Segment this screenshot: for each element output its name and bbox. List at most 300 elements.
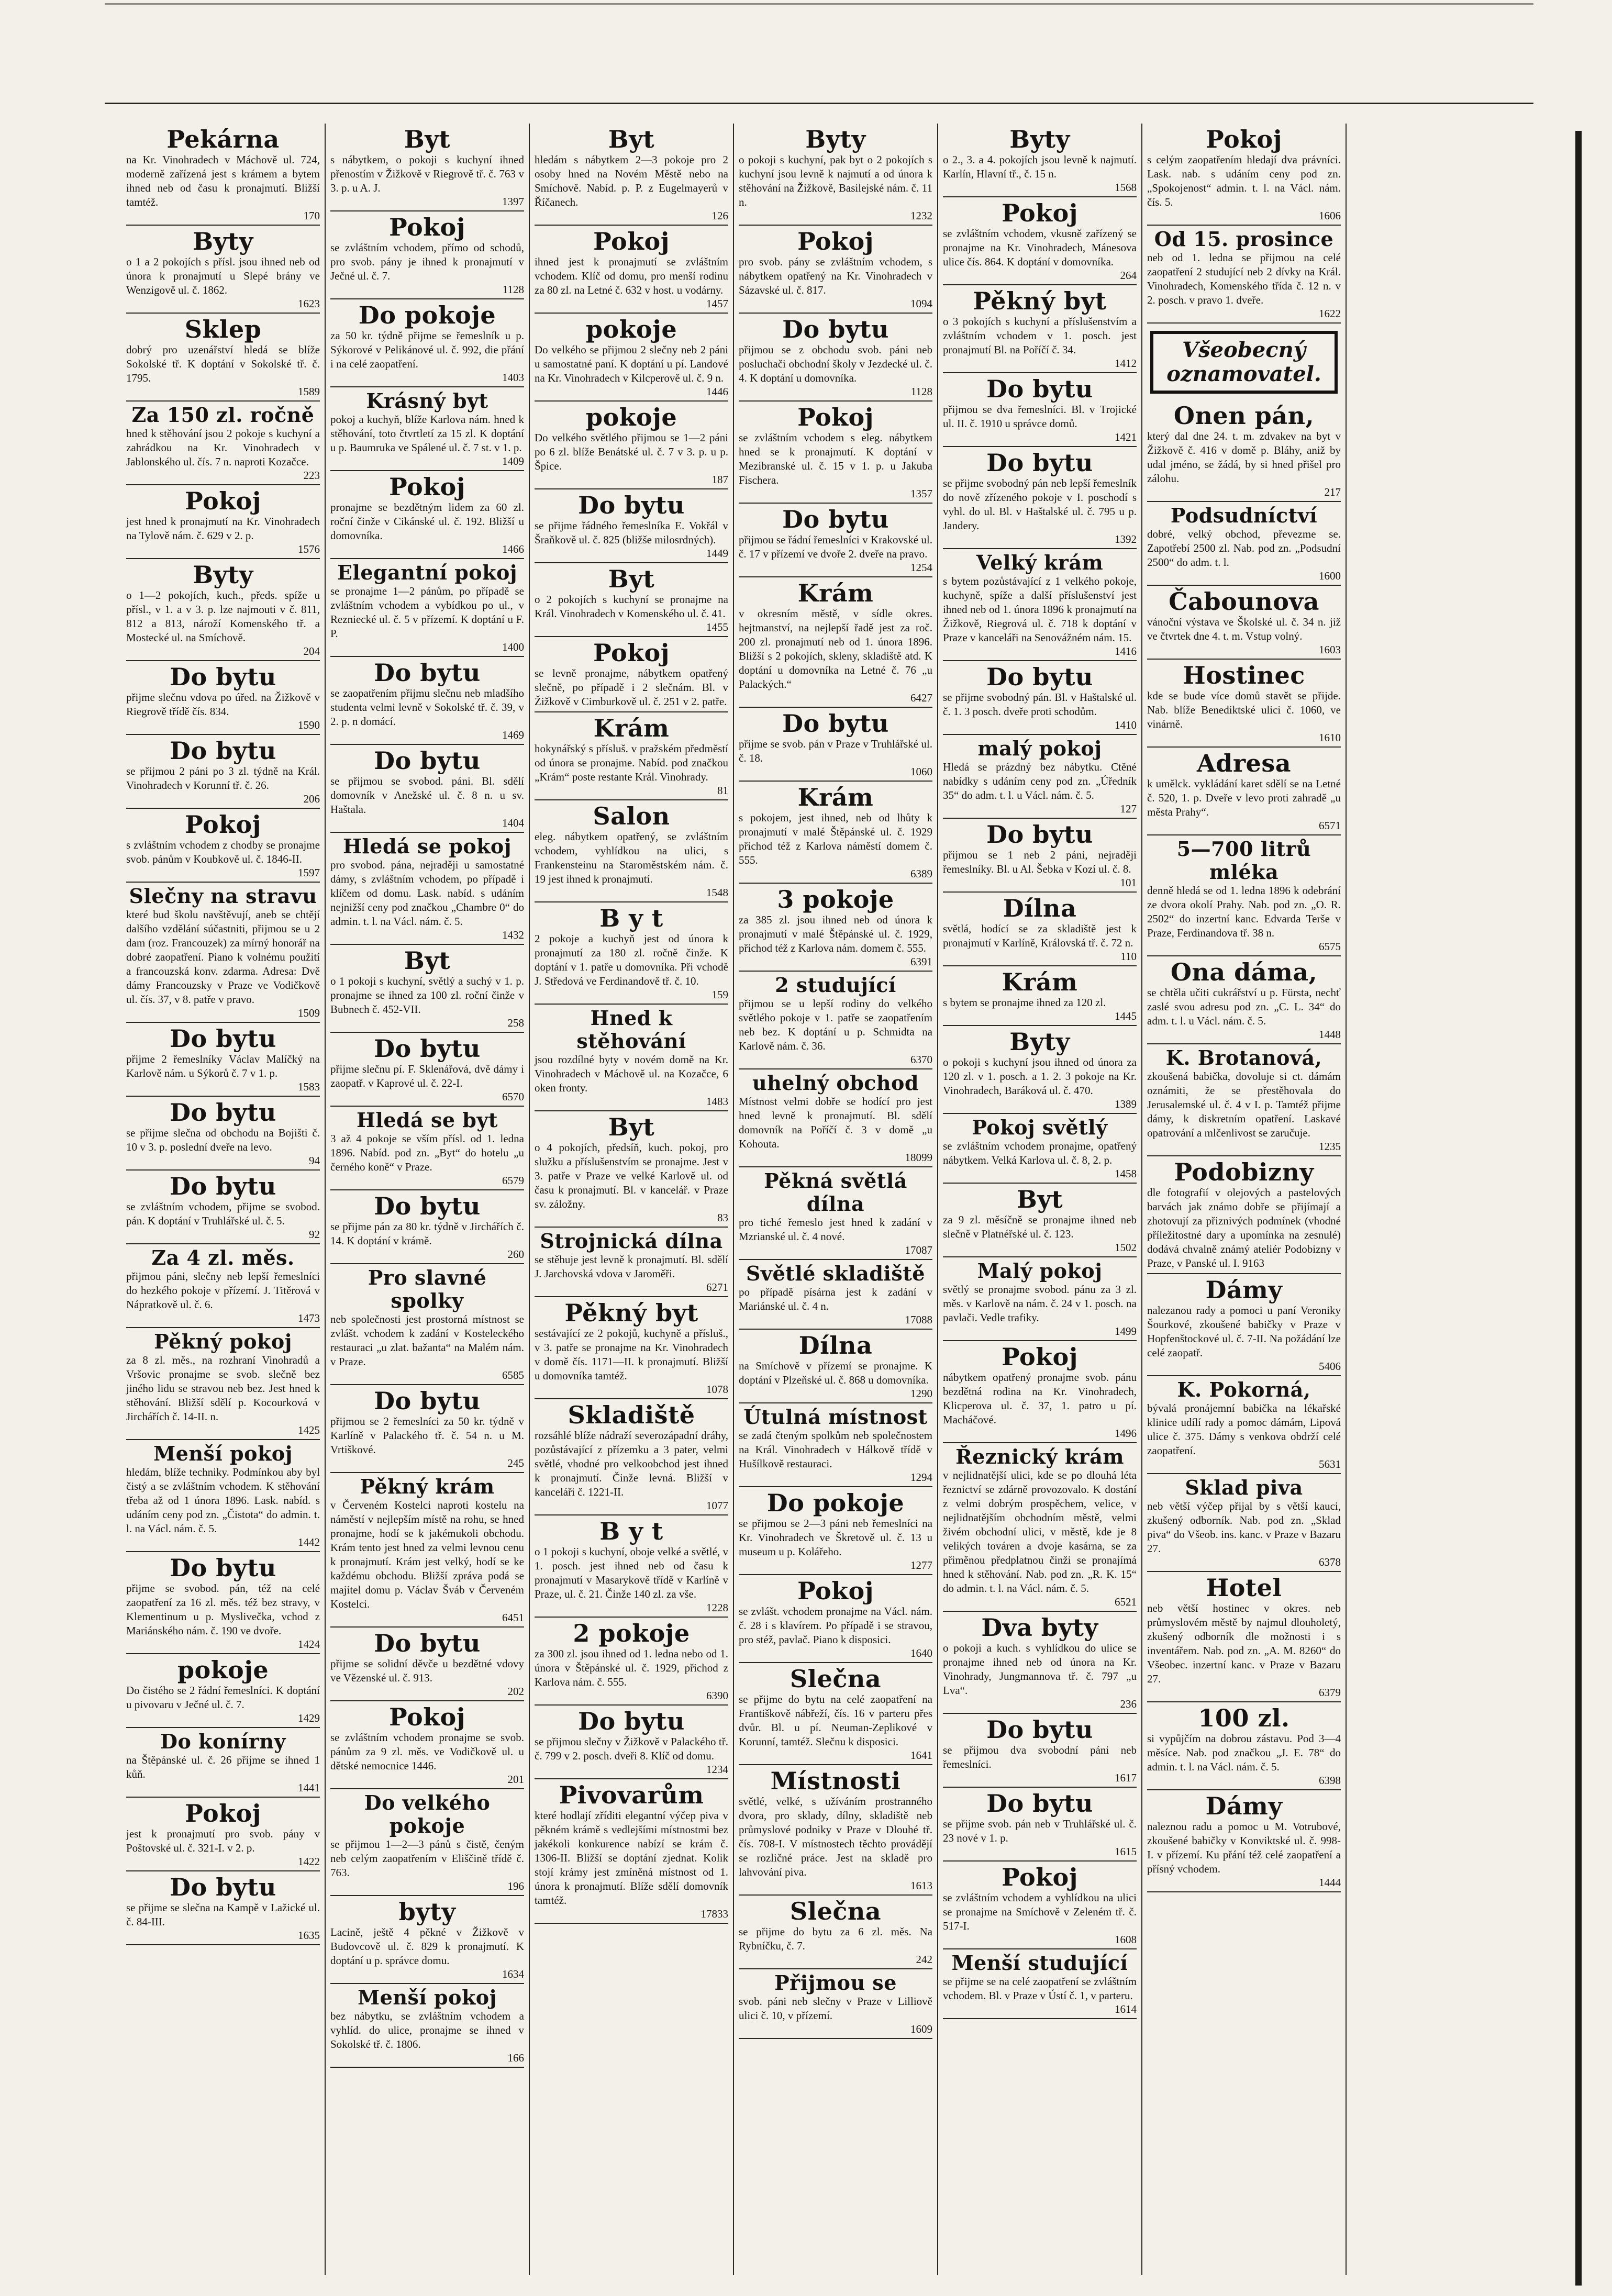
- ad-body: eleg. nábytkem opatřený, se zvláštním vchodem, vyhlídkou na ulici, s Frankensteinu na Staroměstském nám. č. 19 jest ihned k pronajmutí.: [535, 830, 728, 885]
- ad-title: Dílna: [1003, 894, 1077, 922]
- ad-body: přijmou páni, slečny neb lepší řemeslníci do hezkého pokoje v přízemí. J. Titěrová v Nápratkově ul. č. 6.: [126, 1270, 320, 1311]
- ad-title: Do bytu: [986, 1715, 1093, 1744]
- classified-ad: [126, 1798, 320, 1871]
- classified-ad: [943, 819, 1137, 893]
- ad-body: bývalá pronájemní babička na lékařské klinice udílí rady a pomoc dámám, Lipová ulice č. 375. Dámy s venkova obdrží celé zaopatření.: [1147, 1402, 1341, 1457]
- ad-title: Dámy: [1205, 1276, 1283, 1304]
- ad-title: Velký krám: [976, 551, 1104, 574]
- ad-body: hokynářský s přísluš. v pražském předměstí od února se pronajme. Nabíd. pod značkou „Krám“ poste restante Král. Vinohrady.: [535, 742, 728, 783]
- classified-ad: [739, 1330, 932, 1403]
- ad-title: Pokoj: [797, 227, 874, 255]
- ad-number: 1389: [1115, 1098, 1137, 1110]
- ad-title: Pivovarům: [559, 1781, 704, 1809]
- classified-ad: [126, 1654, 320, 1728]
- ad-number: 1294: [910, 1471, 932, 1484]
- ad-title: Do pokoje: [766, 1489, 905, 1517]
- ad-body: světlé, velké, s užíváním prostranného dvora, pro sklady, dílny, skladiště neb průmyslové podniky v Praze v Dlouhé tř. čís. 708-I. V místnostech těchto provádějí se rozličné práce. Jest na skladě pro lahvování piva.: [739, 1795, 932, 1878]
- classified-ad: [535, 800, 728, 902]
- ad-body: se přijmou dva svobodní páni neb řemeslníci.: [943, 1744, 1137, 1770]
- ad-number: 1445: [1115, 1010, 1137, 1022]
- ad-title: Pro slavné spolky: [368, 1266, 487, 1312]
- classified-ad: [943, 124, 1137, 197]
- ad-number: 5406: [1319, 1360, 1341, 1373]
- classified-ad: [535, 1706, 728, 1779]
- ad-body: neb větší hostinec v okres. neb průmyslovém městě by najmul dlouholetý, zkušený odborník dle možnosti i s inventářem. Nab. pod zn. „A. M. 8260“ do Všeobec. inzertní kanc. v Praze v Bazaru 27.: [1147, 1602, 1341, 1685]
- ad-number: 1640: [910, 1647, 932, 1659]
- header-rule: [105, 103, 1533, 104]
- ad-title: 5—700 litrů mléka: [1176, 837, 1311, 884]
- ad-number: 1483: [706, 1095, 728, 1108]
- classified-ad: [943, 197, 1137, 285]
- ad-body: přijmou se 1 neb 2 páni, nejraději řemeslníky. Bl. u Al. Šebka v Kozí ul. č. 8.: [943, 849, 1137, 875]
- ad-title: B y t: [599, 1517, 663, 1545]
- classified-ad: [739, 1969, 932, 2039]
- classified-ad: [330, 1896, 524, 1984]
- ad-body: které bud školu navštěvují, aneb se chtějí dalšího vzdělání súčastniti, přijmou se u 2 dam (roz. Francouzek) za mírný honorář na dobré zaopatření. Piano k volnému použití a francouzská konv. zdarma. Adresa: Dvě dámy Francouzsky v Praze ve Vodičkově ul. čís. 37, v 8. patře v pravo.: [126, 908, 320, 1006]
- classified-ad: [126, 809, 320, 883]
- ad-title: Za 4 zl. měs.: [151, 1246, 295, 1269]
- classified-ad: [1147, 124, 1341, 226]
- ad-body: s celým zaopatřením hledají dva právníci. Lask. nab. s udáním ceny pod zn. „Spokojenost“ admin. t. l. na Václ. nám. čís. 5.: [1147, 153, 1341, 208]
- ad-number: 1446: [706, 385, 728, 398]
- ad-title: pokoje: [585, 403, 677, 431]
- ad-body: dle fotografií v olejových a pastelových barvách jak známo dobře se přijímají a zhotovují za přiznivých podmínek (vhodné příležitostné dary a upomínka na zesnulé) dodává chvalně známý ateliér Podobizny v Praze, v Panské ul. I. 9163: [1147, 1186, 1341, 1269]
- ad-body: se přijmou 2 páni po 3 zl. týdně na Král. Vinohradech v Korunní tř. č. 26.: [126, 765, 320, 792]
- ad-body: bez nábytku, se zvláštním vchodem a vyhlíd. do ulice, pronajme se ihned v Sokolské tř. č. 1806.: [330, 2010, 524, 2050]
- ad-title: Do bytu: [986, 1789, 1093, 1818]
- ad-number: 6390: [706, 1689, 728, 1702]
- ad-body: Do velkého světlého přijmou se 1—2 páni po 6 zl. blíže Benátské ul. č. 7 v 3. p. u p. Špice.: [535, 431, 728, 472]
- classified-ad: [1147, 835, 1341, 956]
- ad-body: vánoční výstava ve Školské ul. č. 34 n. již ve čtvrtek dne 4. t. m. Vstup volný.: [1147, 616, 1341, 642]
- ad-number: 1455: [706, 621, 728, 633]
- ad-number: 6391: [910, 955, 932, 968]
- classified-ad: [943, 1257, 1137, 1341]
- classified-ad: [126, 1244, 320, 1328]
- column-4: [734, 124, 938, 2275]
- ad-body: za 50 kr. týdně přijme se řemeslník u p. Sýkorové v Pelikánové ul. č. 992, die přání i na celé zaopatření.: [330, 329, 524, 370]
- classified-ad: [739, 708, 932, 782]
- ad-title: Pěkný byt: [564, 1299, 698, 1327]
- classified-ad: [943, 1612, 1137, 1714]
- ad-number: 1457: [706, 297, 728, 310]
- ad-body: s bytem se pronajme ihned za 120 zl.: [943, 996, 1106, 1009]
- ad-title: Slečna: [790, 1897, 882, 1925]
- classified-ad: [535, 489, 728, 563]
- ad-number: 5631: [1319, 1458, 1341, 1470]
- ad-number: 1060: [910, 765, 932, 778]
- ad-body: se zadá čteným spolkům neb společnostem na Král. Vinohradech v Hálkově třídě v Hušílkově restauraci.: [739, 1429, 932, 1470]
- classified-ad: [739, 1575, 932, 1663]
- ad-number: 260: [507, 1248, 524, 1261]
- ad-body: o 1 pokoji s kuchyní, světlý a suchý v 1. p. pronajme se ihned za 100 zl. roční činže v Bubnech č. 452-VII.: [330, 975, 524, 1016]
- ad-body: dobrý pro uzenářství hledá se blíže Sokolské tř. K doptání v Sokolské tř. č. 1795.: [126, 343, 320, 384]
- ad-number: 1576: [298, 543, 320, 555]
- classified-ad: [1147, 226, 1341, 324]
- ad-body: se zvláštním vchodem, přímo od schodů, pro svob. pány je ihned k pronajmutí v Ječné ul. č. 7.: [330, 241, 524, 282]
- ad-body: zkoušená babička, dovoluje si ct. dámám oznámiti, že se přestěhovala do Jerusalemské ul. č. 4 v I. p. Tamtéž přijme dámy, k diskretním opatření. Laskavé opatrování a mlčenlivost se zaručuje.: [1147, 1070, 1341, 1139]
- column-6: [1142, 124, 1347, 2275]
- classified-ad: [943, 735, 1137, 819]
- ad-title: Do bytu: [170, 737, 276, 765]
- ad-title: Hned k stěhování: [576, 1006, 686, 1053]
- ad-body: se zvláštním vchodem pronajme, opatřený nábytkem. Velká Karlova ul. č. 8, 2. p.: [943, 1140, 1137, 1166]
- ad-body: o 1 a 2 pokojích s přísl. jsou ihned neb od února k pronajmutí u Slepé brány ve Wenzigově ul. č. 1862.: [126, 255, 320, 296]
- ad-number: 1603: [1319, 643, 1341, 656]
- ad-title: malý pokoj: [977, 737, 1102, 760]
- ad-title: Hotel: [1206, 1574, 1282, 1602]
- classified-ad: [535, 902, 728, 1005]
- ad-number: 201: [507, 1773, 524, 1786]
- ad-number: 1404: [502, 817, 524, 829]
- classified-ad: [330, 657, 524, 745]
- ad-title: Strojnická dílna: [540, 1229, 723, 1253]
- classified-ad: [1147, 1572, 1341, 1702]
- ad-body: Do čistého se 2 řádní řemeslníci. K doptání u pivovaru v Ječné ul. č. 7.: [126, 1684, 320, 1711]
- ad-number: 1444: [1319, 1876, 1341, 1889]
- ad-title: Do bytu: [782, 505, 889, 533]
- ad-body: o 1 pokoji s kuchyní, oboje velké a světlé, v 1. posch. jest ihned neb od času k pronajmutí v Masarykově třídě v Karlíně v Praze, ul. č. 21. Činže 140 zl. za vše.: [535, 1545, 728, 1600]
- ad-body: se přijme svobodný pán neb lepší řemeslník do nově zřízeného pokoje v I. poschodí s vyhl. do ul. Bl. v Haštalské ul. č. 795 u p. Jandery.: [943, 477, 1137, 532]
- ad-number: 6370: [910, 1053, 932, 1066]
- ad-title: Pokoj: [185, 810, 261, 839]
- ad-title: Menší studující: [951, 1951, 1128, 1975]
- ad-body: se stěhuje jest levně k pronajmutí. Bl. sdělí J. Jarchovská vdova v Jaroměři.: [535, 1253, 728, 1280]
- ad-body: o pokoji s kuchyní, pak byt o 2 pokojích s kuchyní jsou levně k najmutí a od února k stěhování na Žižkově, Basilejské nám. č. 11 n.: [739, 153, 932, 208]
- ad-body: neb od 1. ledna se přijmou na celé zaopatření 2 studující neb 2 dívky na Král. Vinohradech, Komenského třída č. 12 n. v 2. posch. v pravo 1. dveře.: [1147, 251, 1341, 306]
- ad-number: 1235: [1319, 1140, 1341, 1153]
- ad-number: 1635: [298, 1929, 320, 1942]
- ad-body: ihned jest k pronajmutí se zvláštním vchodem. Klíč od domu, pro menší rodinu za 80 zl. na Letné č. 632 v host. u vodárny.: [535, 255, 728, 296]
- ad-title: Místnosti: [770, 1767, 901, 1795]
- ad-body: se zvláštním vchodem, vkusně zařízený se pronajme na Kr. Vinohradech, Mánesova ulice čís. 864. K doptání v domovníka.: [943, 227, 1137, 268]
- ad-number: 6451: [502, 1611, 524, 1624]
- classified-ad: [739, 314, 932, 402]
- ad-title: Byt: [1016, 1185, 1063, 1213]
- ad-title: Od 15. prosince: [1154, 227, 1334, 251]
- ad-body: rozsáhlé blíže nádraží severozápadní dráhy, pozůstávající z přízemku a 3 pater, velmi světlé, vhodné pro velkoobchod jest ihned k pronajmutí. Činže levná. Bližší v kanceláři č. 1221-II.: [535, 1429, 728, 1498]
- ad-body: Místnost velmi dobře se hodící pro jest hned levně k pronajmutí. Bl. sdělí domovník na Poříčí č. 3 v domě „u Kohouta.: [739, 1095, 932, 1150]
- ad-body: přijme 2 řemeslníky Václav Malíčký na Karlově nám. u Sýkorů č. 7 v 1. p.: [126, 1053, 320, 1079]
- ad-body: se přijme slečna od obchodu na Bojišti č. 10 v 3. p. poslední dveře na levo.: [126, 1127, 320, 1153]
- classified-ad: [330, 1033, 524, 1107]
- ad-number: 264: [1120, 269, 1137, 282]
- classified-ad: [1147, 1702, 1341, 1790]
- ad-body: neb větší výčep přijal by s větší kauci, zkušený odborník. Nab. pod zn. „Sklad piva“ do Všeob. ins. kanc. v Praze v Bazaru 27.: [1147, 1500, 1341, 1555]
- classified-ad: [330, 945, 524, 1033]
- ad-body: pro tiché řemeslo jest hned k zadání v Mzrianské ul. č. 4 nové.: [739, 1216, 932, 1243]
- classified-ad: [330, 1984, 524, 2068]
- ad-number: 1509: [298, 1007, 320, 1019]
- ad-body: se přijmou se 2—3 páni neb řemeslníci na Kr. Vinohradech ve Škretově ul. č. 13 u museum u p. Kolářeho.: [739, 1517, 932, 1558]
- ad-body: přijmou se z obchodu svob. páni neb posluchači obchodní školy v Jezdecké ul. č. 4. K doptání u domovníka.: [739, 343, 932, 384]
- classified-ad: [739, 1765, 932, 1896]
- classified-ad: [1147, 1156, 1341, 1274]
- ad-title: Pěkný byt: [973, 287, 1107, 315]
- classified-ad: [126, 1023, 320, 1097]
- ad-body: Lacině, ještě 4 pěkné v Žižkově v Budovcově ul. č. 829 k pronajmutí. K doptání u p. správce domu.: [330, 1926, 524, 1967]
- ad-title: Útulná místnost: [743, 1405, 928, 1429]
- ad-number: 1496: [1115, 1427, 1137, 1440]
- ad-title: Čabounova: [1169, 587, 1319, 616]
- ad-number: 6378: [1319, 1556, 1341, 1568]
- ad-number: 1410: [1115, 719, 1137, 731]
- ad-body: se levně pronajme, nábytkem opatřený slečně, po případě i 2 slečnám. Bl. v Žižkově v Cimburkově ul. č. 251 v 2. patře.: [535, 667, 728, 708]
- ad-title: Krám: [593, 714, 670, 742]
- ad-body: na Smíchově v přízemí se pronajme. K doptání v Plzeňské ul. č. 868 u domovníka.: [739, 1359, 932, 1386]
- ad-body: pokoj a kuchyň, blíže Karlova nám. hned k stěhování, toto čtvrtletí za 15 zl. K doptání u p. Baumruka ve Spálené ul. č. 7 st. v 1. p.: [330, 413, 524, 454]
- ad-number: 1502: [1115, 1241, 1137, 1254]
- ad-number: 202: [507, 1685, 524, 1698]
- ad-title: Dílna: [798, 1331, 873, 1359]
- ad-title: Krám: [797, 783, 874, 811]
- ad-number: 6379: [1319, 1686, 1341, 1699]
- ad-number: 1613: [910, 1879, 932, 1892]
- classified-ad: [739, 884, 932, 972]
- classified-ad: [126, 661, 320, 735]
- ad-number: 1568: [1115, 181, 1137, 194]
- ad-number: 1425: [298, 1424, 320, 1436]
- ad-title: Slečna: [790, 1665, 882, 1693]
- ad-body: v okresním městě, v sídle okres. hejtmanství, na nejlepší řadě jest za roč. 200 zl. pronajmutí neb od 1. února 1896. Bližší s 2 pokojích, skleny, skladiště atd. K doptání u domovníka na Letné č. 76 „u Palackých.“: [739, 607, 932, 690]
- classified-ad: [943, 1788, 1137, 1862]
- ad-body: se přijme do bytu na celé zaopatření na Františkově nábřeží, čís. 16 v parteru přes dvůr. Bl. u pí. Neuman-Zeplikové v Korunní, tamtéž. Slečnu k disposici.: [739, 1693, 932, 1748]
- ad-number: 1277: [910, 1559, 932, 1571]
- classified-ad: [330, 299, 524, 387]
- classified-ad: [126, 1871, 320, 1945]
- ad-number: 217: [1324, 486, 1341, 498]
- ad-body: o 2., 3. a 4. pokojích jsou levně k najmutí. Karlín, Hlavní tř., č. 15 n.: [943, 153, 1137, 180]
- classified-ad: [1147, 1044, 1341, 1156]
- ad-title: Pokoj: [797, 1577, 874, 1605]
- ad-title: Pokoj: [389, 473, 465, 501]
- ad-number: 1442: [298, 1536, 320, 1548]
- ad-number: 1589: [298, 385, 320, 398]
- ad-number: 1412: [1115, 357, 1137, 370]
- ad-number: 6389: [910, 867, 932, 880]
- ad-title: Byt: [608, 125, 655, 153]
- ad-body: přijme se svobod. pán, též na celé zaopatření za 16 zl. měs. též bez stravy, v Klementinum u p. Myslivečka, vchod z Mariánského nám. č. 190 ve dvoře.: [126, 1582, 320, 1637]
- ad-title: uhelný obchod: [752, 1071, 919, 1095]
- classified-ad: [1147, 660, 1341, 748]
- ad-title: Pokoj: [185, 487, 261, 515]
- ad-body: přijmou se u lepší rodiny do velkého světlého pokoje v 1. patře se zaopatřením neb bez. K doptání u p. Schmidta na Karlově nám. č. 36.: [739, 997, 932, 1052]
- classified-ad: [943, 1443, 1137, 1612]
- ad-body: o 1—2 pokojích, kuch., předs. spíže u přísl., v 1. a v 3. p. lze najmouti v č. 811, 812 a 813, nároží Komenského tř. a Mostecké ul. na Smíchově.: [126, 589, 320, 644]
- ad-number: 1617: [1115, 1771, 1137, 1784]
- ad-title: Do bytu: [170, 1873, 276, 1901]
- ad-body: se přijme svob. pán neb v Truhlářské ul. č. 23 nové v 1. p.: [943, 1818, 1137, 1844]
- ad-number: 1416: [1115, 645, 1137, 657]
- classified-ad: [535, 712, 728, 800]
- ad-body: se přijme řádného řemeslníka E. Vokřál v Šraňkově ul. č. 825 (bližše milosrdných).: [535, 519, 728, 546]
- ad-title: Do bytu: [578, 1707, 685, 1735]
- ad-body: se zvláštním vchodem, přijme se svobod. pán. K doptání v Truhlářské ul. č. 5.: [126, 1200, 320, 1227]
- ad-number: 1290: [910, 1387, 932, 1400]
- ad-body: o pokoji a kuch. s vyhlídkou do ulice se pronajme ihned neb od února na Kr. Vinohrady, Jungmannova tř. č. 797 „u Lva“.: [943, 1642, 1137, 1697]
- classified-ad: [739, 1260, 932, 1330]
- classified-ad: [943, 1341, 1137, 1443]
- ad-body: kde se bude více domů stavět se přijde. Nab. blíže Benediktské ulici č. 1060, ve vinárně.: [1147, 689, 1341, 730]
- classified-ad: [943, 1949, 1137, 2019]
- ad-title: Hledá se pokoj: [342, 834, 512, 858]
- ad-body: jest k pronajmutí pro svob. pány v Poštovské ul. č. 321-I. v 2. p.: [126, 1827, 320, 1854]
- ad-title: Krám: [797, 579, 874, 607]
- ad-body: nalezanou rady a pomoci u paní Veroniky Šourkové, zkoušené babičky v Praze v Hopfenštockové ul. č. 7-II. Na požádání lze celé zaopatř.: [1147, 1304, 1341, 1359]
- ad-body: s nábytkem, o pokoji s kuchyní ihned přenostím v Žižkově v Riegrově tř. č. 763 v 3. p. u A. J.: [330, 153, 524, 194]
- ad-number: 1422: [298, 1855, 320, 1868]
- ad-body: hned k stěhování jsou 2 pokoje s kuchyní a zahrádkou na Kr. Vinohradech v Jablonského ul. čís. 7 n. naproti Kozačce.: [126, 427, 320, 468]
- ad-body: se přijme se na celé zaopatření se zvláštním vchodem. Bl. v Praze v Ústí č. 1, v parteru.: [943, 1975, 1137, 2002]
- classified-ad: [330, 211, 524, 299]
- top-rule: [105, 3, 1533, 5]
- ad-title: Adresa: [1196, 749, 1292, 777]
- ad-body: pro svob. pány se zvláštním vchodem, s nábytkem opatřený na Kr. Vinohradech v Sázavské ul. č. 817.: [739, 255, 932, 296]
- ad-number: 1078: [706, 1383, 728, 1396]
- ad-body: se přijme se slečna na Kampě v Lažické ul. č. 84-III.: [126, 1901, 320, 1928]
- ad-title: pokoje: [177, 1656, 269, 1684]
- classified-ad: [943, 1026, 1137, 1114]
- ad-title: Menší pokoj: [153, 1442, 293, 1465]
- ad-body: s zvláštním vchodem z chodby se pronajme svob. pánům v Koubkově ul. č. 1846-II.: [126, 839, 320, 865]
- ad-title: Do bytu: [782, 315, 889, 343]
- classified-ad: [943, 285, 1137, 373]
- classified-ad: [330, 1789, 524, 1896]
- ad-number: 6271: [706, 1281, 728, 1294]
- classified-ad: [535, 563, 728, 637]
- ad-title: Byt: [608, 1113, 655, 1141]
- ad-title: Přijmou se: [774, 1971, 897, 1994]
- ad-body: sestávající ze 2 pokojů, kuchyně a přísluš., v 3. patře se pronajme na Kr. Vinohradech v domě čís. 1171—II. k pronajmutí. Bližší u domovníka tamtéž.: [535, 1327, 728, 1382]
- classified-ad: [126, 1552, 320, 1654]
- classified-ad: [943, 549, 1137, 661]
- ad-title: 3 pokoje: [777, 885, 894, 913]
- ad-number: 1622: [1319, 307, 1341, 320]
- ad-title: Onen pán,: [1173, 402, 1315, 430]
- classified-ad: [126, 1097, 320, 1171]
- ad-number: 1583: [298, 1080, 320, 1093]
- ad-title: Řeznický krám: [955, 1445, 1124, 1468]
- classified-ad: [535, 402, 728, 489]
- classified-ad: [330, 1190, 524, 1264]
- classified-ad: [739, 124, 932, 226]
- ad-number: 1466: [502, 543, 524, 555]
- ad-title: B y t: [599, 904, 663, 932]
- ad-number: 170: [303, 209, 320, 222]
- ad-title: Krám: [1002, 968, 1078, 996]
- ad-number: 1590: [298, 719, 320, 731]
- column-1: [121, 124, 326, 2275]
- classified-ad: [126, 402, 320, 485]
- ad-number: 17087: [905, 1244, 932, 1256]
- ad-title: Menší pokoj: [358, 1986, 497, 2009]
- ad-title: Do bytu: [374, 1034, 481, 1063]
- classified-ad: [739, 1896, 932, 1969]
- classified-ad: [943, 373, 1137, 447]
- classified-ad: [126, 314, 320, 402]
- ad-number: 6521: [1115, 1596, 1137, 1608]
- classified-ad: [943, 966, 1137, 1026]
- classified-ad: [330, 559, 524, 657]
- classified-ad: [330, 1264, 524, 1385]
- ad-number: 206: [303, 793, 320, 805]
- classified-ad: [535, 314, 728, 402]
- ad-title: Slečny na stravu: [129, 884, 317, 908]
- ad-body: 3 až 4 pokoje se vším přísl. od 1. ledna 1896. Nabíd. pod zn. „Byt“ do hotelu „u černého koně“ v Praze.: [330, 1132, 524, 1173]
- ad-body: které hodlají zříditi elegantní výčep piva v pěkném krámě s vedlejšími místnostmi bez jakékoli konkurence nabízí se krám č. 1306-II. Bližší se doptání zjednat. Kolik stojí krámy jest zmíněná místnost od 1. února k pronajmutí. Blíže sdělí domovník tamtéž.: [535, 1809, 728, 1907]
- classified-ad: [126, 485, 320, 559]
- classified-ad: [1147, 956, 1341, 1044]
- ad-title: Pokoj: [797, 403, 874, 431]
- classified-ad: [126, 1328, 320, 1440]
- classified-ad: [330, 1473, 524, 1628]
- ad-body: přijmou se 2 řemeslníci za 50 kr. týdně v Karlíně v Palackého tř. č. 54 n. u M. Vrtiškové.: [330, 1415, 524, 1456]
- classified-ad: [126, 735, 320, 809]
- classified-ad: [739, 1403, 932, 1487]
- ad-title: Do bytu: [374, 1387, 481, 1415]
- ad-number: 110: [1120, 950, 1137, 963]
- classified-ad: [330, 833, 524, 945]
- ad-body: Do velkého se přijmou 2 slečny neb 2 páni u samostatné paní. K doptání u pí. Landové na Kr. Vinohradech v Kilcperově ul. č. 9 n.: [535, 343, 728, 384]
- ad-body: se zvláštním vchodem pronajme se svob. pánům za 9 zl. měs. ve Vodičkově ul. u dětské nemocnice 1446.: [330, 1731, 524, 1772]
- classified-ad: [126, 226, 320, 314]
- classified-ad: [126, 1171, 320, 1244]
- ad-number: 1421: [1115, 431, 1137, 443]
- ad-number: 1600: [1319, 570, 1341, 582]
- ad-number: 223: [303, 469, 320, 482]
- classified-ad: [739, 1167, 932, 1260]
- ad-number: 92: [309, 1228, 320, 1241]
- classified-ad: [535, 637, 728, 712]
- ad-number: 1610: [1319, 731, 1341, 744]
- ad-number: 1469: [502, 729, 524, 741]
- classified-ad: [126, 124, 320, 226]
- ad-body: světlý se pronajme svobod. pánu za 3 zl. měs. v Karlově na nám. č. 24 v 1. posch. na pavlači. Vedle trafiky.: [943, 1283, 1137, 1324]
- classified-ad: [943, 1862, 1137, 1949]
- ad-number: 1392: [1115, 533, 1137, 545]
- ad-body: se zvláštním vchodem s eleg. nábytkem hned se k pronajmutí. K doptání v Mezibranské ul. č. 15 v 1. p. u Jakuba Fischera.: [739, 431, 932, 486]
- ad-title: Do bytu: [374, 1192, 481, 1220]
- ad-body: jsou rozdílné byty v novém domě na Kr. Vinohradech v Máchově ul. na Kozačce, 6 oken fronty.: [535, 1053, 728, 1094]
- ad-title: Do bytu: [986, 663, 1093, 691]
- ad-title: Dva byty: [981, 1613, 1098, 1642]
- classified-ad: [126, 883, 320, 1023]
- ad-number: 1397: [502, 195, 524, 208]
- ad-body: o 4 pokojích, předsíň, kuch. pokoj, pro služku a příslušenstvím se pronajme. Jest v 3. patře v Praze ve velké Karlově ul. od času k pronajmutí. Bl. v kancelář. v Praze sv. záložny.: [535, 1141, 728, 1210]
- ad-title: Pokoj: [389, 1703, 465, 1731]
- classified-ad: [739, 782, 932, 884]
- ad-title: Do bytu: [986, 820, 1093, 849]
- ad-body: o pokoji s kuchyní jsou ihned od února za 120 zl. v 1. posch. a 1. 2. 3 pokoje na Kr. Vinohradech, Baráková ul. č. 470.: [943, 1056, 1137, 1097]
- ad-title: Pěkný krám: [360, 1475, 495, 1498]
- ad-number: 1548: [706, 886, 728, 899]
- ad-number: 6585: [502, 1369, 524, 1381]
- banner-line-1: Všeobecný: [1182, 338, 1306, 362]
- ad-body: přijme slečnu vdova po úřed. na Žižkově v Riegrově třídě čís. 834.: [126, 691, 320, 718]
- classified-ad: [330, 124, 524, 211]
- ad-body: si vypůjčím na dobrou zástavu. Pod 3—4 měsíce. Nab. pod značkou „J. E. 78“ do admin. t. l. na Václ. nám. č. 5.: [1147, 1732, 1341, 1773]
- ad-title: Do bytu: [170, 1554, 276, 1582]
- ad-number: 1609: [910, 2023, 932, 2035]
- classified-ad: [330, 1701, 524, 1789]
- ad-title: Pokoj: [1002, 1863, 1078, 1891]
- ad-number: 1424: [298, 1638, 320, 1651]
- ad-body: v Červeném Kostelci naproti kostelu na náměstí v nejlepším místě na rohu, se hned pronajme, hodí se k jakémukoli obchodu. Krám tento jest hned za velmi levnou cenu k pronajmutí. Krám jest velký, hodí se ke každému obchodu. Bližší zpráva podá se majitel domu p. Václav Šváb v Červeném Kostelci.: [330, 1499, 524, 1610]
- ad-title: Do bytu: [782, 709, 889, 738]
- ad-body: s pokojem, jest ihned, neb od lhůty k pronajmutí v malé Štěpánské ul. č. 1929 přichod též z Karlova náměstí domem č. 555.: [739, 811, 932, 866]
- ad-number: 18099: [905, 1151, 932, 1164]
- ad-number: 126: [711, 209, 728, 222]
